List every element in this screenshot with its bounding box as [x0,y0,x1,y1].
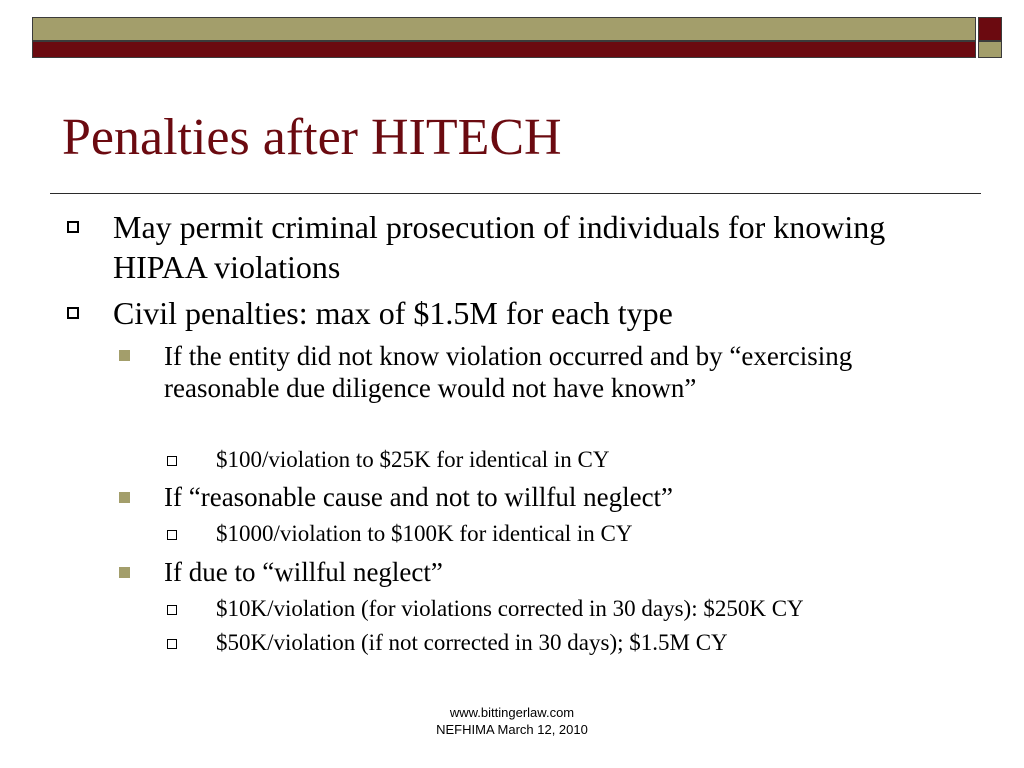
slide-footer [412,704,612,738]
hollow-square-bullet-icon [67,307,79,319]
hollow-square-bullet-icon [167,639,177,649]
slide-title: Penalties after HITECH [62,109,562,166]
detail-tier-2: $1000/violation to $100K for identical in CY [216,521,633,546]
footer-website: www.bittingerlaw.com [449,705,575,720]
bullet-criminal-prosecution: May permit criminal prosecution of individuals for knowing HIPAA violations [113,209,886,285]
hollow-square-bullet-icon [167,605,177,615]
sub-bullet-willful-neglect: If due to “willful neglect” [164,557,443,587]
hollow-square-bullet-icon [67,221,79,233]
filled-square-bullet-icon [119,492,130,503]
hollow-square-bullet-icon [167,530,177,540]
filled-square-bullet-icon [119,350,130,361]
bullet-civil-penalties: Civil penalties: max of $1.5M for each type [113,295,673,331]
sub-bullet-did-not-know: If the entity did not know violation occurred and by “exercising reasonable due diligence would not have known” [164,341,853,403]
detail-tier-1: $100/violation to $25K for identical in CY [216,447,610,472]
footer-event-date: NEFHIMA March 12, 2010 [436,722,588,737]
hollow-square-bullet-icon [167,456,177,466]
detail-tier-3: $10K/violation (for violations corrected in 30 days): $250K CY [216,596,804,621]
detail-tier-4: $50K/violation (if not corrected in 30 days); $1.5M CY [216,630,728,655]
sub-bullet-reasonable-cause: If “reasonable cause and not to willful neglect” [164,482,674,512]
filled-square-bullet-icon [119,567,130,578]
